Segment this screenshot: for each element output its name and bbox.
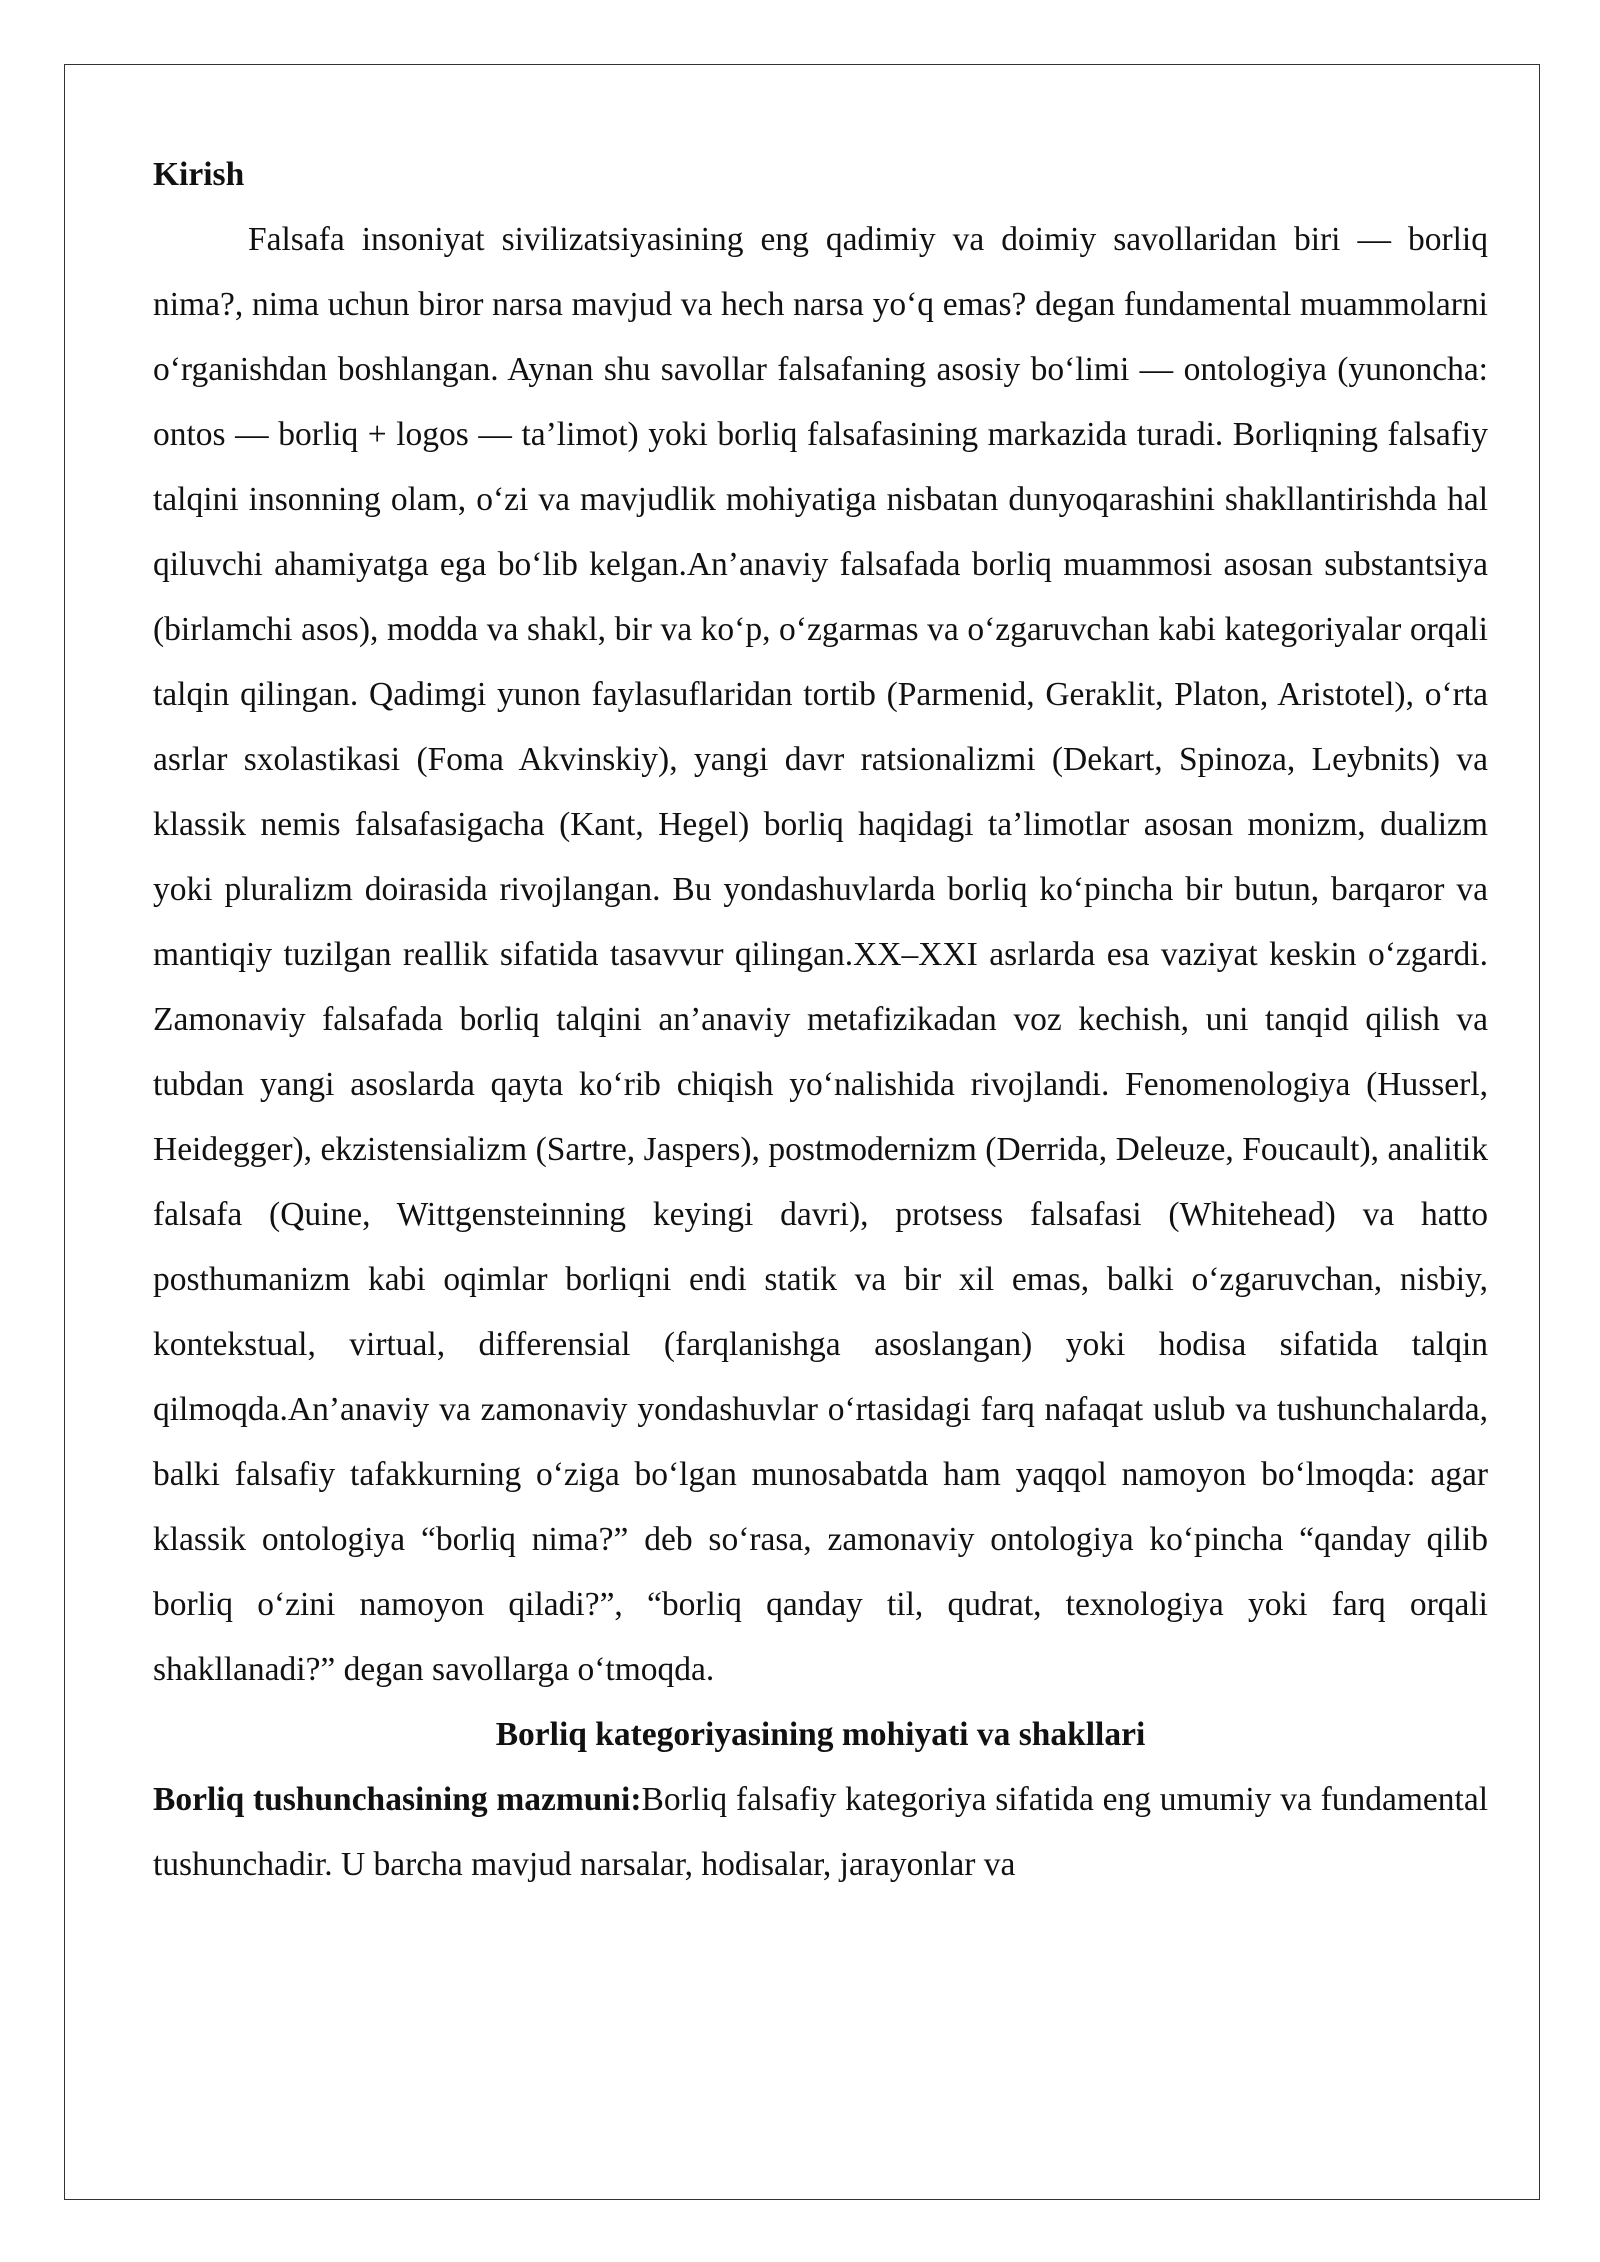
section-title: Borliq kategoriyasining mohiyati va shakllari (495, 1716, 1146, 1753)
subsection-text: Borliq falsafiy kategoriya sifatida eng umumiy va fundamental tushunchadir. U barcha mavjud narsalar, hodisalar, jarayonlar va (153, 1781, 1489, 1883)
subsection-label: Borliq tushunchasining mazmuni: (153, 1781, 642, 1818)
document-body (153, 142, 1488, 1897)
intro-paragraph: Falsafa insoniyat sivilizatsiyasining eng qadimiy va doimiy savollaridan biri — borliq nima?, nima uchun biror narsa mavjud va hech narsa yo‘q emas? degan fundamental muammolarni o‘rganishdan boshlangan. Aynan shu savollar falsafaning asosiy bo‘limi — ontologiya (yunoncha: ontos — borliq + logos — ta’limot) yoki borliq falsafasining markazida turadi. Borliqning falsafiy talqini insonning olam, o‘zi va mavjudlik mohiyatiga nisbatan dunyoqarashini shakllantirishda hal qiluvchi ahamiyatga ega bo‘lib kelgan.An’anaviy falsafada borliq muammosi asosan substantsiya (birlamchi asos), modda va shakl, bir va ko‘p, o‘zgarmas va o‘zgaruvchan kabi kategoriyalar orqali talqin qilingan. Qadimgi yunon faylasuflaridan tortib (Parmenid, Geraklit, Platon, Aristotel), o‘rta asrlar sxolastikasi (Foma Akvinskiy), yangi davr ratsionalizmi (Dekart, Spinoza, Leybnits) va klassik nemis falsafasigacha (Kant, Hegel) borliq haqidagi ta’limotlar asosan monizm, dualizm yoki pluralizm doirasida rivojlangan. Bu yondashuvlarda borliq ko‘pincha bir butun, barqaror va mantiqiy tuzilgan reallik sifatida tasavvur qilingan.XX–XXI asrlarda esa vaziyat keskin o‘zgardi. Zamonaviy falsafada borliq talqini an’anaviy metafizikadan voz kechish, uni tanqid qilish va tubdan yangi asoslarda qayta ko‘rib chiqish yo‘nalishida rivojlandi. Fenomenologiya (Husserl, Heidegger), ekzistensializm (Sartre, Jaspers), postmodernizm (Derrida, Deleuze, Foucault), analitik falsafa (Quine, Wittgensteinning keyingi davri), protsess falsafasi (Whitehead) va hatto posthumanizm kabi oqimlar borliqni endi statik va bir xil emas, balki o‘zgaruvchan, nisbiy, kontekstual, virtual, differensial (farqlanishga asoslangan) yoki hodisa sifatida talqin qilmoqda.An’anaviy va zamonaviy yondashuvlar o‘rtasidagi farq nafaqat uslub va tushunchalarda, balki falsafiy tafakkurning o‘ziga bo‘lgan munosabatda ham yaqqol namoyon bo‘lmoqda: agar klassik ontologiya “borliq nima?” deb so‘rasa, zamonaviy ontologiya ko‘pincha “qanday qilib borliq o‘zini namoyon qiladi?”, “borliq qanday til, qudrat, texnologiya yoki farq orqali shakllanadi?” degan savollarga o‘tmoqda. (153, 221, 1488, 1688)
heading-kirish: Kirish (153, 156, 245, 193)
subsection-paragraph (153, 1767, 1488, 1897)
